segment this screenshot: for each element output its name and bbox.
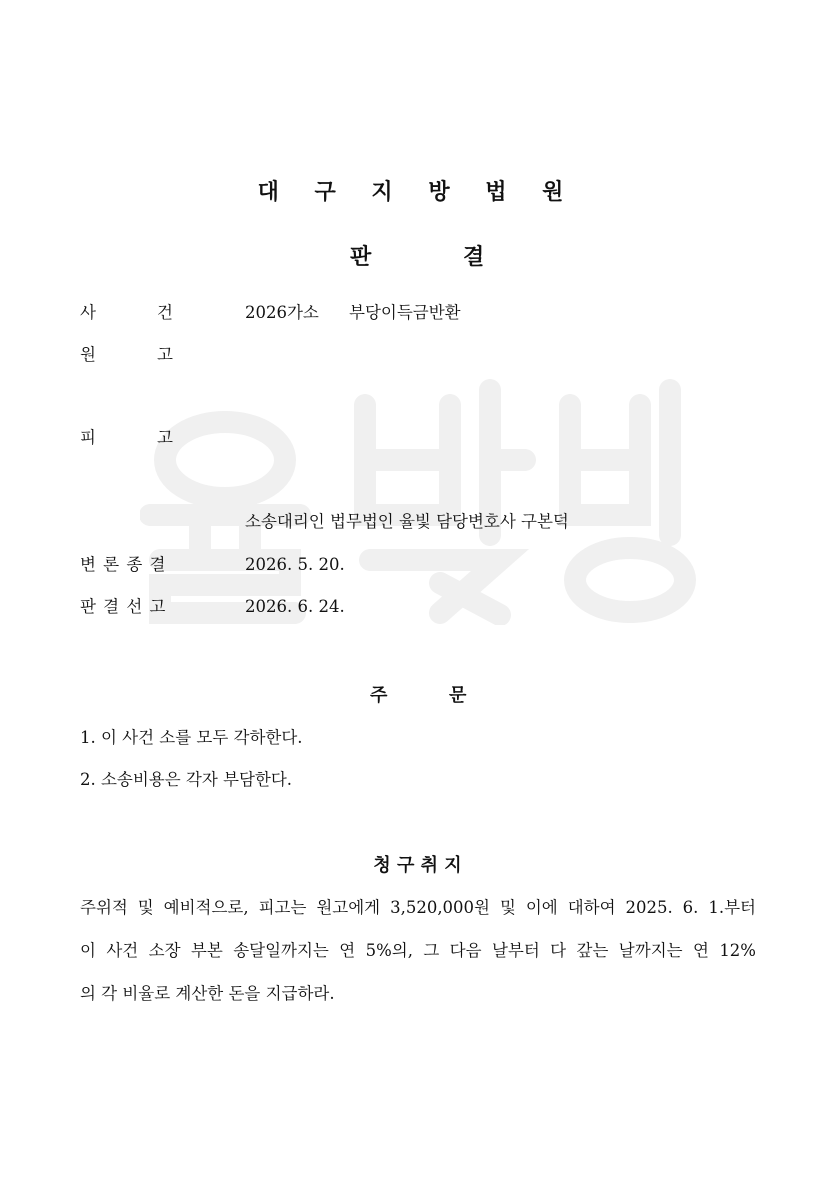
claim-line-3: 의 각 비율로 계산한 돈을 지급하라. [80, 984, 335, 1003]
claim-line-2: 이 사건 소장 부본 송달일까지는 연 5%의, 그 다음 날부터 다 갚는 날까지는 연 12% [80, 941, 756, 960]
defendant-label-b: 고 [157, 428, 173, 447]
court-name: 대 구 지 방 법 원 [257, 180, 578, 205]
order-item-1: 1. 이 사건 소를 모두 각하한다. [80, 728, 303, 747]
hearing-end-label: 변 론 종 결 [80, 555, 167, 574]
case-label-b: 건 [157, 303, 173, 322]
case-number: 2026가소 [245, 303, 319, 322]
order-heading-left: 주 [370, 685, 388, 706]
hearing-end-date: 2026. 5. 20. [245, 555, 345, 574]
sentence-label: 판 결 선 고 [80, 597, 167, 616]
sentence-date: 2026. 6. 24. [245, 597, 345, 616]
plaintiff-label-a: 원 [80, 345, 96, 364]
plaintiff-label-b: 고 [157, 345, 173, 364]
attorney-line: 소송대리인 법무법인 율빛 담당변호사 구본덕 [245, 512, 569, 531]
order-heading-right: 문 [449, 685, 467, 706]
defendant-label-a: 피 [80, 428, 96, 447]
case-label-a: 사 [80, 303, 96, 322]
claim-line-1: 주위적 및 예비적으로, 피고는 원고에게 3,520,000원 및 이에 대하여 2025. 6. 1.부터 [80, 898, 756, 917]
case-name: 부당이득금반환 [349, 303, 461, 322]
order-item-2: 2. 소송비용은 각자 부담한다. [80, 770, 293, 789]
doc-type-left: 판 [350, 245, 372, 270]
claim-heading: 청 구 취 지 [373, 855, 462, 876]
doc-type-right: 결 [463, 245, 485, 270]
law-firm-watermark [140, 365, 700, 625]
